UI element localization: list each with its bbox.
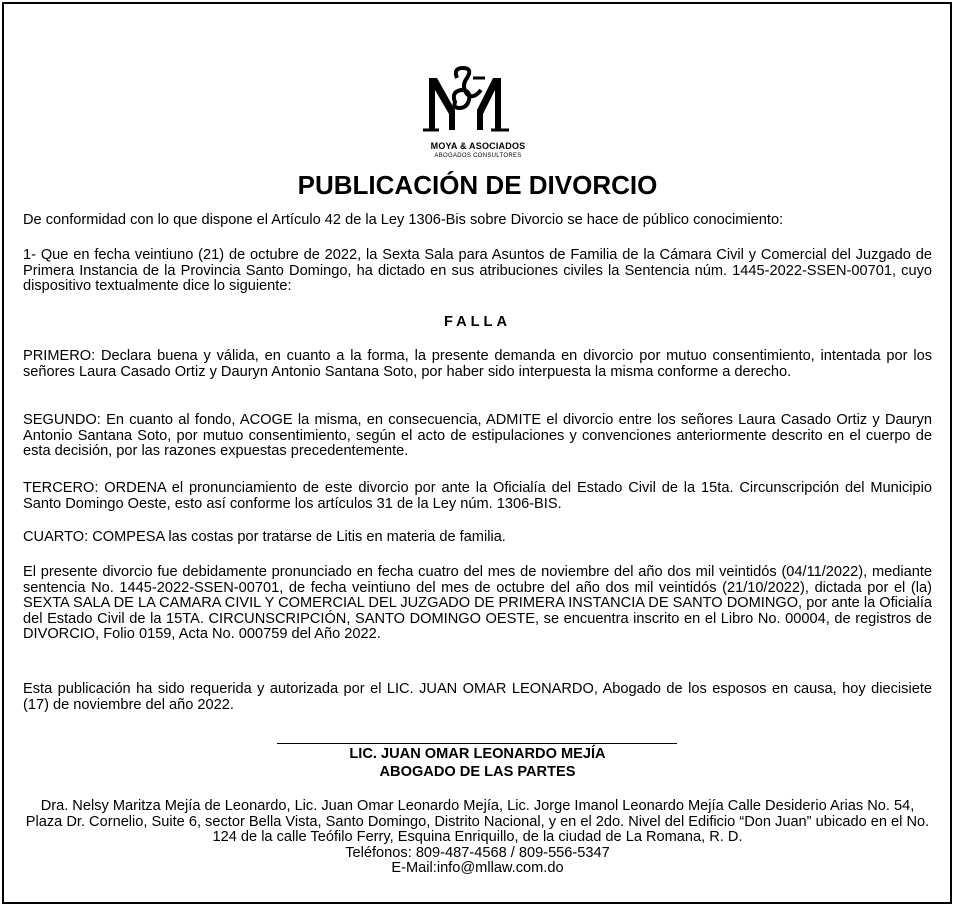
firm-monogram-icon: [393, 64, 563, 136]
autorizada-paragraph: Esta publicación ha sido requerida y autorizada por el LIC. JUAN OMAR LEONARDO, Abogado de los esposos en causa, hoy diecisiete (17) de noviembre del año 2022.: [23, 681, 932, 713]
footer: [23, 799, 932, 877]
pronunciado-paragraph: El presente divorcio fue debidamente pronunciado en fecha cuatro del mes de noviembre del año dos mil veintidós (04/11/2022), mediante sentencia No. 1445-2022-SSEN-00701, de fecha veintiuno del mes de octubre del año dos mil veintidós (21/10/2022), dictada por el (la) SEXTA SALA DE LA CAMARA CIVIL Y COMERCIAL DEL JUZGADO DE PRIMERA INSTANCIA DE SANTO DOMINGO, por ante la Oficialía del Estado Civil de la 15TA. CIRCUNSCRIPCIÓN, SANTO DOMINGO OESTE, se encuentra inscrito en el Libro No. 00004, de registros de DIVORCIO, Folio 0159, Acta No. 000759 del Año 2022.: [23, 564, 932, 643]
publication-frame: [2, 2, 952, 904]
segundo-paragraph: SEGUNDO: En cuanto al fondo, ACOGE la misma, en consecuencia, ADMITE el divorcio entre los señores Laura Casado Ortiz y Dauryn Antonio Santana Soto, por mutuo consentimiento, según el acto de estipulaciones y convenciones anteriormente descrito en el cuerpo de esta decisión, por las razones expuestas precedentemente.: [23, 412, 932, 460]
page-title: PUBLICACIÓN DE DIVORCIO: [297, 170, 658, 200]
signature-line: [277, 743, 677, 744]
tercero-paragraph: TERCERO: ORDENA el pronunciamiento de este divorcio por ante la Oficialía del Estado Civil de la 15ta. Circunscripción del Municipio Santo Domingo Oeste, esto así conforme los artículos 31 de la Ley núm. 1306-BIS.: [23, 480, 932, 512]
firm-logo: [393, 64, 563, 164]
footer-email: E-Mail:info@mllaw.com.do: [391, 860, 564, 877]
footer-address: Dra. Nelsy Maritza Mejía de Leonardo, Lic. Juan Omar Leonardo Mejía, Lic. Jorge Imanol Leonardo Mejía Calle Desiderio Arias No. 54, Plaza Dr. Cornelio, Suite 6, sector Bella Vista, Santo Domingo, Distrito Nacional, y en el 2do. Nivel del Edificio “Don Juan” ubicado en el No. 124 de la calle Teófilo Ferry, Esquina Enriquillo, de la ciudad de La Romana, R. D.: [25, 798, 930, 846]
footer-phones: Teléfonos: 809-487-4568 / 809-556-5347: [345, 844, 610, 861]
firm-subtitle: ABOGADOS CONSULTORES: [434, 153, 522, 159]
intro-paragraph: De conformidad con lo que dispone el Artículo 42 de la Ley 1306-Bis sobre Divorcio se hace de público conocimiento:: [23, 212, 784, 228]
signature-role: ABOGADO DE LAS PARTES: [379, 764, 576, 780]
firm-name: MOYA & ASOCIADOS: [430, 141, 526, 151]
falla-heading: FALLA: [443, 314, 512, 330]
primero-paragraph: PRIMERO: Declara buena y válida, en cuanto a la forma, la presente demanda en divorcio por mutuo consentimiento, intentada por los señores Laura Casado Ortiz y Dauryn Antonio Santana Soto, por haber sido interpuesta la misma conforme a derecho.: [23, 348, 932, 380]
cuarto-paragraph: CUARTO: COMPESA las costas por tratarse de Litis en materia de familia.: [23, 529, 506, 545]
item-1-paragraph: 1- Que en fecha veintiuno (21) de octubre de 2022, la Sexta Sala para Asuntos de Familia de la Cámara Civil y Comercial del Juzgado de Primera Instancia de la Provincia Santo Domingo, ha dictado en sus atribuciones civiles la Sentencia núm. 1445-2022-SSEN-00701, cuyo dispositivo textualmente dice lo siguiente:: [23, 247, 932, 295]
signature-name: LIC. JUAN OMAR LEONARDO MEJÍA: [349, 746, 606, 762]
